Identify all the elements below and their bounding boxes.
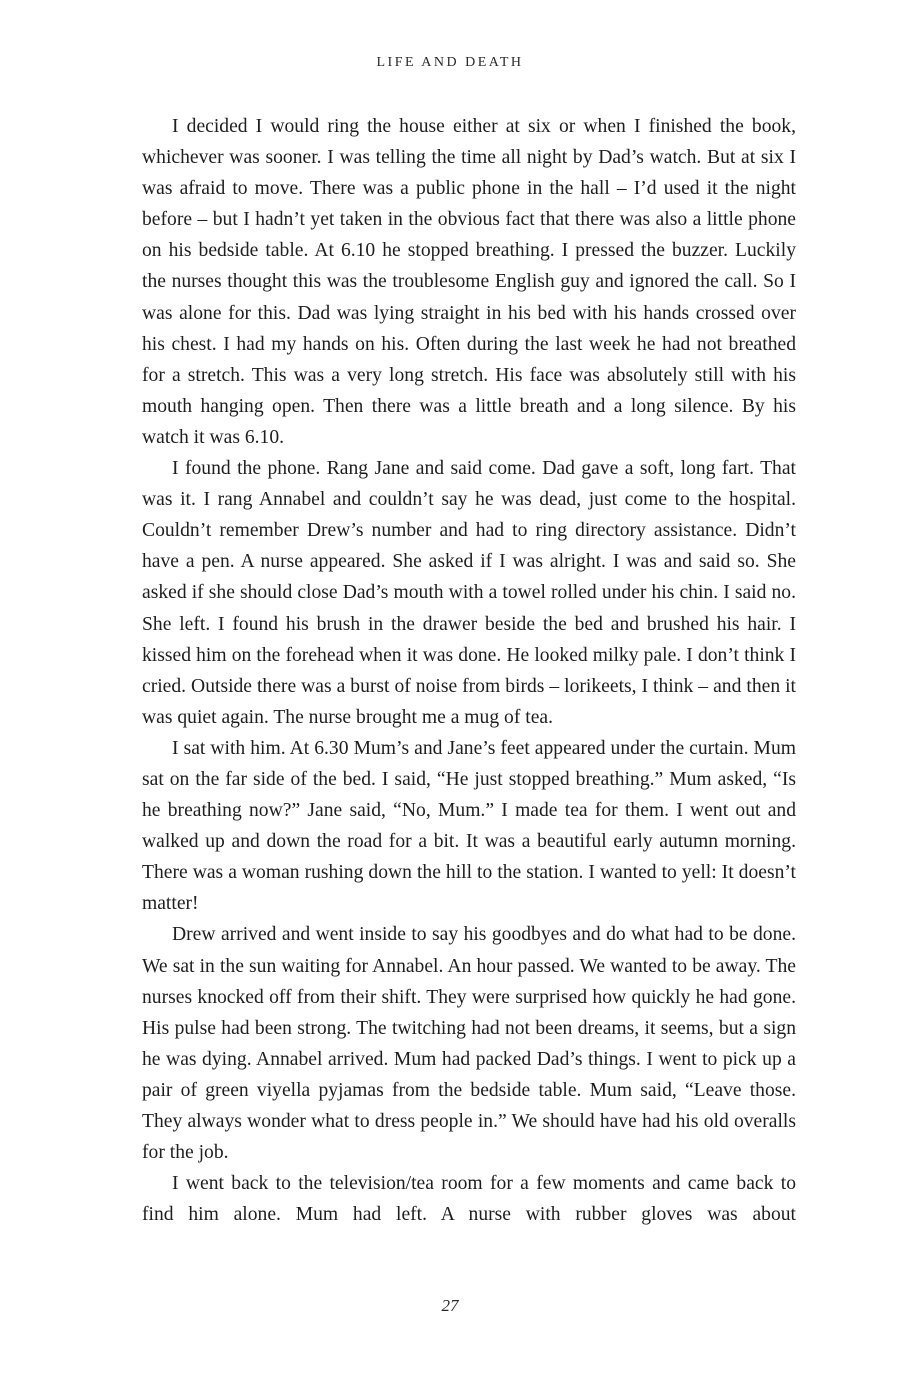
page-number: 27 [441, 1296, 459, 1315]
paragraph: I decided I would ring the house either at six or when I finished the book, whichever was sooner. I was telling the time all night by Dad’s watch. But at six I was afraid to move. There was a public phone in the hall – I’d used it the night before – but I hadn’t yet taken in the obvious fact that there was also a little phone on his bedside table. At 6.10 he stopped breathing. I pressed the buzzer. Luckily the nurses thought this was the troublesome English guy and ignored the call. So I was alone for this. Dad was lying straight in his bed with his hands crossed over his chest. I had my hands on his. Often during the last week he had not breathed for a stretch. This was a very long stretch. His face was absolutely still with his mouth hanging open. Then there was a little breath and a long silence. By his watch it was 6.10. [142, 116, 796, 448]
paragraph: I found the phone. Rang Jane and said come. Dad gave a soft, long fart. That was it. I rang Annabel and couldn’t say he was dead, just come to the hospital. Couldn’t remember Drew’s number and had to ring directory assistance. Didn’t have a pen. A nurse appeared. She asked if I was alright. I was and said so. She asked if she should close Dad’s mouth with a towel rolled under his chin. I said no. She left. I found his brush in the drawer beside the bed and brushed his hair. I kissed him on the forehead when it was done. He looked milky pale. I don’t think I cried. Outside there was a burst of noise from birds – lorikeets, I think – and then it was quiet again. The nurse brought me a mug of tea. [142, 458, 796, 728]
paragraph: Drew arrived and went inside to say his goodbyes and do what had to be done. We sat in the sun waiting for Annabel. An hour passed. We wanted to be away. The nurses knocked off from their shift. They were surprised how quickly he had gone. His pulse had been strong. The twitching had not been dreams, it seems, but a sign he was dying. Annabel arrived. Mum had packed Dad’s things. I went to pick up a pair of green viyella pyjamas from the bedside table. Mum said, “Leave those. They always wonder what to dress people in.” We should have had his old overalls for the job. [142, 924, 796, 1164]
paragraph: I went back to the television/tea room for a few moments and came back to find him alone. Mum had left. A nurse with rubber gloves was about [142, 1173, 796, 1226]
paragraph: I sat with him. At 6.30 Mum’s and Jane’s feet appeared under the curtain. Mum sat on the far side of the bed. I said, “He just stopped breathing.” Mum asked, “Is he breathing now?” Jane said, “No, Mum.” I made tea for them. I went out and walked up and down the road for a bit. It was a beautiful early autumn morning. There was a woman rushing down the hill to the station. I wanted to yell: It doesn’t matter! [142, 737, 796, 915]
running-head: LIFE AND DEATH [376, 55, 524, 70]
body-text [142, 111, 796, 1230]
